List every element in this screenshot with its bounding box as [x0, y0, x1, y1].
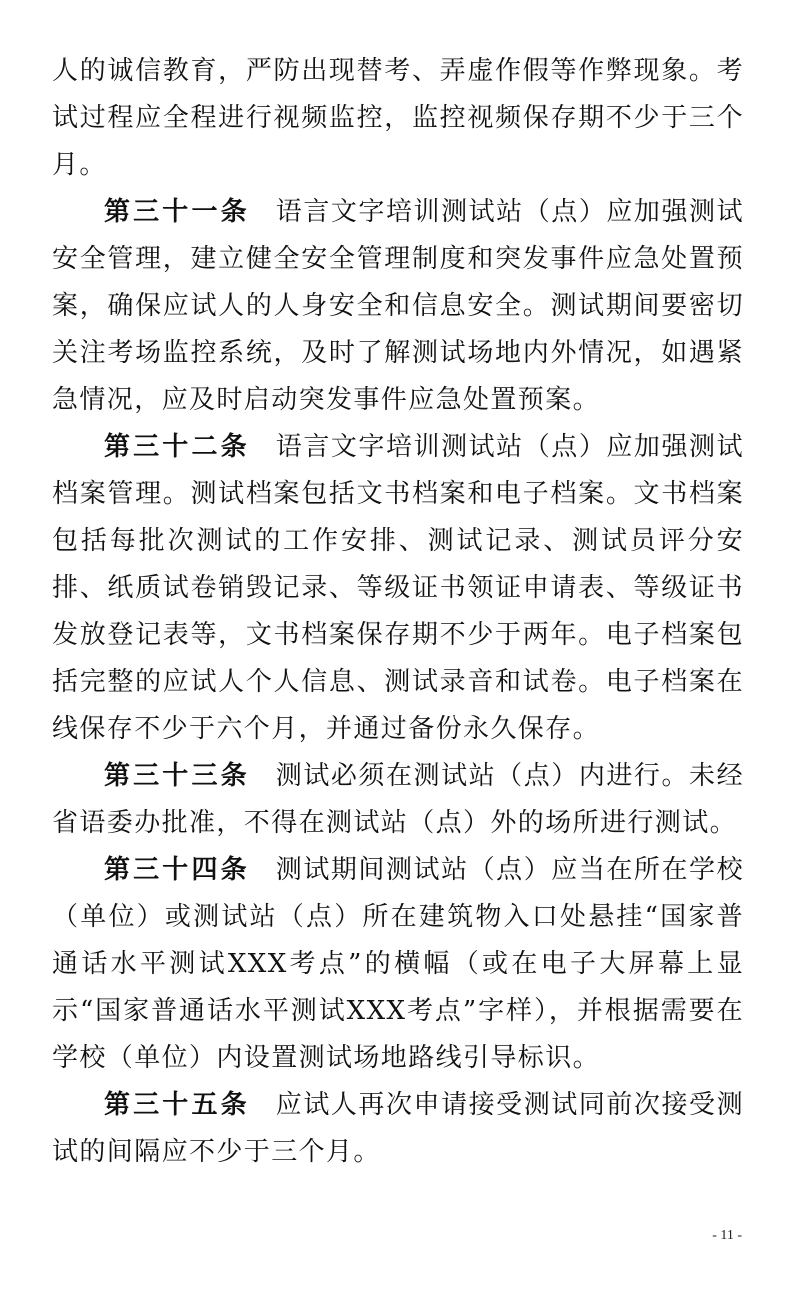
paragraph-continuation	[52, 48, 744, 189]
article-35	[52, 1082, 744, 1176]
paragraph-text: 人的诚信教育，严防出现替考、弄虚作假等作弊现象。考试过程应全程进行视频监控，监控视频保存期不少于三个月。	[52, 56, 744, 180]
article-number: 第三十四条	[104, 855, 250, 885]
article-31	[52, 189, 744, 424]
article-text: 语言文字培训测试站（点）应加强测试档案管理。测试档案包括文书档案和电子档案。文书档案包括每批次测试的工作安排、测试记录、测试员评分安排、纸质试卷销毁记录、等级证书领证申请表、等级证书发放登记表等，文书档案保存期不少于两年。电子档案包括完整的应试人个人信息、测试录音和试卷。电子档案在线保存不少于六个月，并通过备份永久保存。	[52, 432, 744, 744]
article-number: 第三十三条	[104, 761, 250, 791]
article-33	[52, 753, 744, 847]
document-body	[52, 48, 744, 1176]
page-number: - 11 -	[712, 1228, 742, 1243]
article-text: 语言文字培训测试站（点）应加强测试安全管理，建立健全安全管理制度和突发事件应急处置预案，确保应试人的人身安全和信息安全。测试期间要密切关注考场监控系统，及时了解测试场地内外情况，如遇紧急情况，应及时启动突发事件应急处置预案。	[52, 197, 744, 415]
article-32	[52, 424, 744, 753]
article-number: 第三十一条	[104, 197, 250, 227]
article-number: 第三十五条	[104, 1090, 250, 1120]
article-text: 测试期间测试站（点）应当在所在学校（单位）或测试站（点）所在建筑物入口处悬挂“国家普通话水平测试XXX考点”的横幅（或在电子大屏幕上显示“国家普通话水平测试XXX考点”字样），并根据需要在学校（单位）内设置测试场地路线引导标识。	[52, 855, 744, 1073]
article-text: 测试必须在测试站（点）内进行。未经省语委办批准，不得在测试站（点）外的场所进行测试。	[52, 761, 744, 838]
article-34	[52, 847, 744, 1082]
article-text: 应试人再次申请接受测试同前次接受测试的间隔应不少于三个月。	[52, 1090, 744, 1167]
article-number: 第三十二条	[104, 432, 250, 462]
